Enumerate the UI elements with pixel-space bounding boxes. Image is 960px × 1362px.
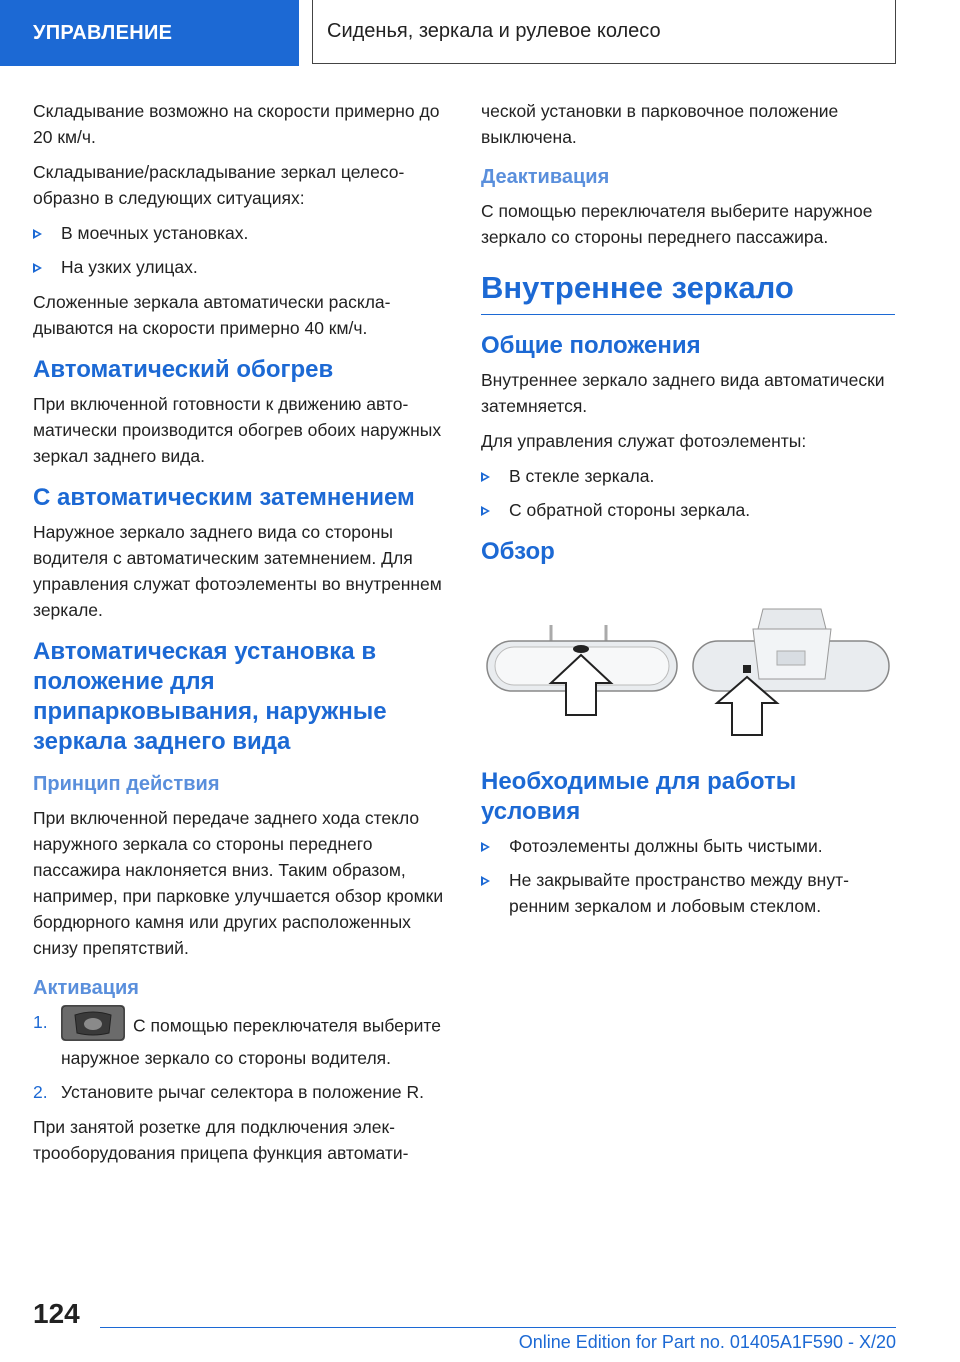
paragraph: При занятой розетке для подключения электрооборудования прицепа функция автомати-	[33, 1117, 409, 1163]
paragraph: Наружное зеркало заднего вида со стороны водителя с автоматическим затемнением. Для управления служат фотоэлементы во внутреннем зеркале.	[33, 522, 442, 620]
paragraph: Сложенные зеркала автоматически раскладываются на скорости примерно 40 км/ч.	[33, 292, 391, 338]
step-number: 1.	[33, 1012, 48, 1032]
conditions-list	[481, 833, 895, 919]
heading-heating: Автоматический обогрев	[33, 356, 334, 383]
paragraph: Внутреннее зеркало заднего вида автоматически затемняется.	[481, 370, 885, 416]
paragraph: ческой установки в парковочное положение выключена.	[481, 101, 839, 147]
heading-activation: Активация	[33, 977, 139, 999]
heading-interior-mirror: Внутреннее зеркало	[481, 270, 895, 315]
list-item: С обратной стороны зеркала.	[481, 497, 895, 523]
heading-conditions: Необходимые для работы условия	[481, 768, 797, 825]
paragraph: Складывание/раскладывание зеркал целесообразно в следующих ситуациях:	[33, 162, 405, 208]
mirror-switch-icon	[61, 1005, 125, 1041]
paragraph: С помощью переключателя выберите наружное зеркало со стороны переднего пассажира.	[481, 201, 873, 247]
chapter-title: Сиденья, зеркала и рулевое колесо	[312, 0, 896, 64]
paragraph: Складывание возможно на скорости примерно до 20 км/ч.	[33, 101, 440, 147]
edition-note: Online Edition for Part no. 01405A1F590 - X/20	[518, 1332, 896, 1352]
step-item: 2. Установите рычаг селектора в положение R.	[33, 1079, 447, 1105]
section-tab: УПРАВЛЕНИЕ	[0, 0, 299, 66]
page-number: 124	[33, 1298, 80, 1329]
triangle-bullet-icon	[33, 263, 42, 273]
triangle-bullet-icon	[481, 472, 490, 482]
list-item: Фотоэлементы должны быть чистыми.	[481, 833, 895, 859]
sensor-list	[481, 463, 895, 523]
situation-list	[33, 220, 447, 280]
activation-steps	[33, 1009, 447, 1105]
triangle-bullet-icon	[33, 229, 42, 239]
step-item: 1. С помощью переключателя выберите наружное зеркало со стороны водителя.	[33, 1009, 447, 1071]
triangle-bullet-icon	[481, 506, 490, 516]
triangle-bullet-icon	[481, 842, 490, 852]
footer-divider	[100, 1327, 896, 1328]
list-item: Не закрывайте пространство между внутренним зеркалом и лобовым стеклом.	[481, 867, 895, 919]
step-number: 2.	[33, 1082, 48, 1102]
list-item: В моечных установках.	[33, 220, 447, 246]
paragraph: При включенной передаче заднего хода стекло наружного зеркала со стороны переднего пассажира наклоняется вниз. Таким образом, например, при парковке улучшается обзор кромки бордюрного камня или других расположенных снизу препятствий.	[33, 808, 444, 958]
heading-general: Общие положения	[481, 332, 701, 359]
heading-deactivation: Деактивация	[481, 166, 610, 188]
heading-parking-position: Автоматическая установка в положение для припарковывания, наружные зеркала заднего вида	[33, 638, 387, 755]
left-column	[33, 98, 447, 1175]
interior-mirror-illustration	[481, 607, 895, 737]
triangle-bullet-icon	[481, 876, 490, 886]
heading-principle: Принцип действия	[33, 773, 220, 795]
list-item: В стекле зеркала.	[481, 463, 895, 489]
right-column	[481, 98, 895, 928]
paragraph: Для управления служат фотоэлементы:	[481, 431, 807, 451]
heading-dimming: С автоматическим затемнением	[33, 484, 415, 511]
heading-overview: Обзор	[481, 538, 555, 565]
list-item: На узких улицах.	[33, 254, 447, 280]
paragraph: При включенной готовности к движению автоматически производится обогрев обоих наружных зеркал заднего вида.	[33, 394, 442, 466]
